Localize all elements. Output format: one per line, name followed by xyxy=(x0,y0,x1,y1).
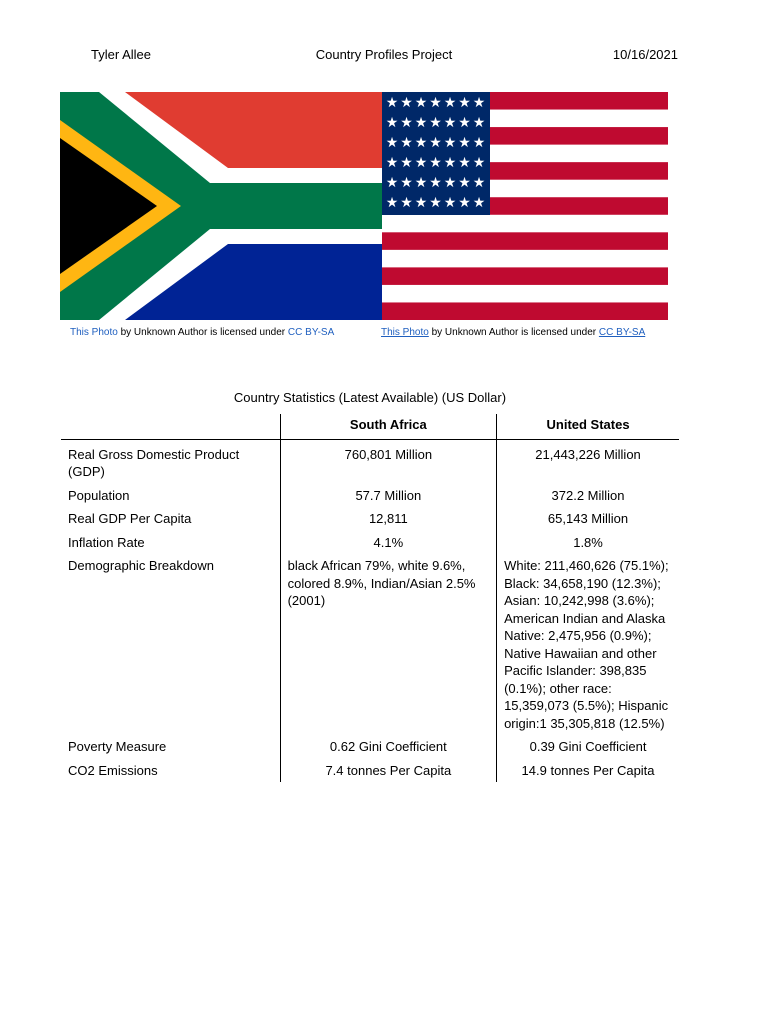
united-states-value: White: 211,460,626 (75.1%); Black: 34,658,190 (12.3%); Asian: 10,242,998 (3.6%); American Indian and Alaska Native: 2,475,956 (0.9%); Native Hawaiian and other Pacific Islander: 398,835 (0.1%); other race: 15,359,073 (5.5%); Hispanic origin:1 35,305,818 (12.5%) xyxy=(497,554,679,735)
table-row xyxy=(61,484,679,508)
us-flag-star: ★ xyxy=(472,115,486,131)
us-flag-star: ★ xyxy=(385,135,399,151)
header-south-africa: South Africa xyxy=(280,414,496,439)
table-row xyxy=(61,735,679,759)
country-statistics-table xyxy=(61,414,679,782)
us-flag-star: ★ xyxy=(443,175,457,191)
photo-credit-united-states xyxy=(381,327,645,339)
us-flag-stripe xyxy=(382,302,668,320)
us-flag-star: ★ xyxy=(472,95,486,111)
row-label: CO2 Emissions xyxy=(68,762,158,778)
table-caption: Country Statistics (Latest Available) (US Dollar) xyxy=(233,390,507,405)
united-states-value: 21,443,226 Million xyxy=(497,439,679,484)
us-flag-star: ★ xyxy=(429,115,442,131)
us-flag-star: ★ xyxy=(400,175,413,191)
table-row xyxy=(61,554,679,735)
us-flag-star: ★ xyxy=(400,95,413,111)
table-row xyxy=(61,759,679,783)
us-flag-star: ★ xyxy=(400,135,413,151)
us-flag-stripe xyxy=(382,232,668,250)
south-africa-value: black African 79%, white 9.6%, colored 8.9%, Indian/Asian 2.5% (2001) xyxy=(280,554,496,735)
table-header-row xyxy=(61,414,679,439)
south-africa-value: 0.62 Gini Coefficient xyxy=(280,735,496,759)
us-flag-star: ★ xyxy=(429,135,442,151)
document-author: Tyler Allee xyxy=(91,47,151,62)
us-flag-star: ★ xyxy=(414,175,428,191)
us-flag-star: ★ xyxy=(443,155,457,171)
us-flag-star: ★ xyxy=(429,155,442,171)
document-date: 10/16/2021 xyxy=(612,47,678,62)
us-flag-stripe xyxy=(382,267,668,285)
us-flag-star: ★ xyxy=(443,195,457,211)
us-flag-star: ★ xyxy=(472,195,486,211)
photo-credit-south-africa xyxy=(70,327,334,339)
us-flag-star: ★ xyxy=(385,95,399,111)
us-flag-star: ★ xyxy=(385,115,399,131)
united-states-value: 65,143 Million xyxy=(497,507,679,531)
row-label: Real Gross Domestic Product (GDP) xyxy=(68,446,240,479)
us-flag-star: ★ xyxy=(443,115,457,131)
table-row xyxy=(61,507,679,531)
license-link[interactable]: CC BY-SA xyxy=(598,327,646,338)
us-flag-star: ★ xyxy=(472,135,486,151)
us-flag-star: ★ xyxy=(429,195,442,211)
license-link[interactable]: CC BY-SA xyxy=(287,327,335,338)
us-flag-star: ★ xyxy=(400,115,413,131)
row-label: Population xyxy=(68,487,130,503)
photo-link[interactable]: This Photo xyxy=(70,327,118,338)
us-flag-star: ★ xyxy=(414,95,428,111)
us-flag-star: ★ xyxy=(458,155,471,171)
row-label: Inflation Rate xyxy=(68,534,145,550)
us-flag-star: ★ xyxy=(472,155,486,171)
credit-text: by Unknown Author is licensed under xyxy=(428,327,599,338)
us-flag-star: ★ xyxy=(414,115,428,131)
us-flag-star: ★ xyxy=(443,135,457,151)
us-flag-star: ★ xyxy=(429,175,442,191)
united-states-value: 14.9 tonnes Per Capita xyxy=(497,759,679,783)
document-title: Country Profiles Project xyxy=(315,47,453,62)
south-africa-value: 12,811 xyxy=(280,507,496,531)
table-row xyxy=(61,531,679,555)
row-label: Demographic Breakdown xyxy=(68,558,214,573)
row-label: Real GDP Per Capita xyxy=(68,511,192,526)
us-flag-star: ★ xyxy=(458,195,471,211)
united-states-value: 1.8% xyxy=(497,531,679,555)
south-africa-value: 4.1% xyxy=(280,531,496,555)
us-flag-star: ★ xyxy=(443,95,457,111)
us-flag-star: ★ xyxy=(385,195,399,211)
united-states-flag xyxy=(382,92,668,320)
us-flag-star: ★ xyxy=(400,155,413,171)
south-africa-value: 57.7 Million xyxy=(280,484,496,508)
us-flag-star: ★ xyxy=(400,195,413,211)
us-flag-star: ★ xyxy=(385,155,399,171)
header-united-states: United States xyxy=(497,414,679,439)
south-africa-flag xyxy=(60,92,382,320)
us-flag-star: ★ xyxy=(458,175,471,191)
table-row xyxy=(61,439,679,484)
south-africa-value: 7.4 tonnes Per Capita xyxy=(280,759,496,783)
credit-text: by Unknown Author is licensed under xyxy=(117,327,288,338)
us-flag-star: ★ xyxy=(458,115,471,131)
united-states-value: 0.39 Gini Coefficient xyxy=(497,735,679,759)
us-flag-star: ★ xyxy=(414,135,428,151)
us-flag-star: ★ xyxy=(414,155,428,171)
photo-link[interactable]: This Photo xyxy=(381,327,429,338)
us-flag-star: ★ xyxy=(385,175,399,191)
us-flag-star: ★ xyxy=(472,175,486,191)
row-label: Poverty Measure xyxy=(68,739,167,754)
header-blank xyxy=(61,414,280,439)
united-states-value: 372.2 Million xyxy=(497,484,679,508)
us-flag-star: ★ xyxy=(429,95,442,111)
south-africa-value: 760,801 Million xyxy=(280,439,496,484)
us-flag-star: ★ xyxy=(458,135,471,151)
us-flag-star: ★ xyxy=(414,195,428,211)
us-flag-star: ★ xyxy=(458,95,471,111)
